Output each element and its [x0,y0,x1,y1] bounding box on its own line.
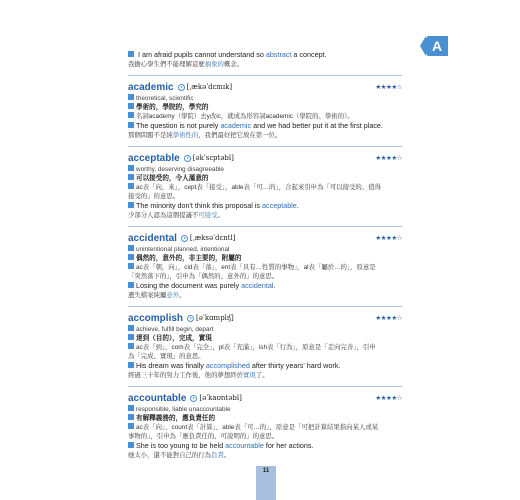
definition-badge-icon [128,334,134,340]
headword: accomplish [128,312,184,324]
dictionary-entry [128,306,402,380]
etymology-line: 為「完成、實現」的意思。 [128,353,205,360]
intro-sentence: I am afraid pupils cannot understand so abstract a concept. [128,50,402,60]
headword-row [128,311,402,325]
dictionary-entry [128,75,402,140]
headword-row [128,80,402,94]
page-number: 11 [256,466,276,500]
example-badge-icon [128,282,134,288]
intro-translation: 我擔心學生們不能理解這麼抽象的概念。 [128,61,244,68]
pronunciation: [ˌæksəˈdɛntl] [189,234,236,242]
example-translation: 她太小，還不能對自己的行為負責。 [128,452,231,459]
audio-play-icon[interactable] [190,395,197,402]
example-badge-icon [128,362,134,368]
example-translation: 那個問題不是純學術性的，我們最好把它放在第一位。 [128,132,282,139]
audio-play-icon[interactable] [187,315,194,322]
pronunciation: [əkˈsɛptəbl] [192,154,234,162]
etymology-line: 名詞academy（學院）去y改ic，就成為形容詞academic（學院的、學術的）。 [128,112,402,121]
audio-play-icon[interactable] [178,84,185,91]
etymology-badge-icon [128,263,134,269]
synonyms: worthy, deserving disagreeable [128,165,402,174]
example-translation: 遺失檔案純屬意外。 [128,292,186,299]
pronunciation: [əˈkaʊntəbl] [199,394,242,402]
rating-stars: ★★★★☆ [375,395,402,402]
example-sentence: Losing the document was purely accidental. [128,281,402,291]
example-sentence: His dream was finally accomplished after thirty years' hard work. [128,361,402,371]
synonym-badge-icon [128,165,134,171]
synonym-badge-icon [128,325,134,331]
headword: accountable [128,392,187,404]
synonyms: responsible, liable unaccountable [128,405,402,414]
rating-stars: ★★★★☆ [375,315,402,322]
synonym-badge-icon [128,245,134,251]
rating-stars: ★★★★☆ [375,155,402,162]
definition: 達到（目的），完成，實現 [128,334,402,343]
pronunciation: [əˈkɑmplɪʃ] [196,314,234,322]
example-badge-icon [128,442,134,448]
rating-stars: ★★★★☆ [375,235,402,242]
etymology-line: 「突然落下的」，引申為「偶然的、意外的」的意思。 [128,273,279,280]
pronunciation: [ˌækəˈdɛmɪk] [186,83,233,91]
example-badge-icon [128,202,134,208]
example-sentence: The minority don't think this proposal is acceptable. [128,201,402,211]
dictionary-entry [128,146,402,220]
headword: acceptable [128,152,180,164]
definition-badge-icon [128,254,134,260]
example-sentence: She is too young to be held accountable for her actions. [128,441,402,451]
definition: 有解釋義務的，應負責任的 [128,414,402,423]
synonyms: achieve, fulfill begin, depart [128,325,402,334]
headword-row [128,231,402,245]
etymology-line: ac表「到」，com表「完全」，pl表「充滿」，ish表「行為」，原意是「走向完善」，引申 [128,343,402,352]
example-badge-icon [128,51,134,57]
etymology-line: 事物的」，引申為「應負責任的、可說明的」的意思。 [128,433,279,440]
synonyms: theoretical, scientific [128,94,402,103]
etymology-line: ac表「向」，count表「計算」，able表「可…的」，原意是「可把計算結果指向某人或某 [128,423,402,432]
etymology-badge-icon [128,343,134,349]
example-sentence: The question is not purely academic and we had better put it at the first place. [128,121,402,131]
headword-row [128,151,402,165]
headword: accidental [128,232,177,244]
section-letter-tab: A [426,36,448,56]
example-badge-icon [128,122,134,128]
etymology-line: ac表「朝，向」，cid表「落」，ent表「具有…性質的事物」，al表「屬於…的」，原意是 [128,263,402,272]
definition: 偶然的，意外的，非主要的，附屬的 [128,254,402,263]
dictionary-entry [128,386,402,460]
audio-play-icon[interactable] [181,235,188,242]
definition-badge-icon [128,103,134,109]
etymology-badge-icon [128,423,134,429]
audio-play-icon[interactable] [184,155,191,162]
synonyms: unintentional planned, intentional [128,245,402,254]
dictionary-page [128,50,402,460]
etymology-badge-icon [128,183,134,189]
etymology-badge-icon [128,112,134,118]
synonym-badge-icon [128,94,134,100]
intro-example [128,50,402,69]
headword-row [128,391,402,405]
etymology-line: ac表「向，來」，cept表「接受」，able表「可…的」，合起來引申為「可以接受的、值得 [128,183,402,192]
definition-badge-icon [128,174,134,180]
definition-badge-icon [128,414,134,420]
example-translation: 經過三十年的努力工作後，他的夢想終於實現了。 [128,372,269,379]
definition: 可以接受的，令人滿意的 [128,174,402,183]
dictionary-entry [128,226,402,300]
rating-stars: ★★★★☆ [375,84,402,91]
definition: 學術的，學院的，學究的 [128,103,402,112]
synonym-badge-icon [128,405,134,411]
headword: academic [128,81,174,93]
entry-list [128,75,402,460]
example-translation: 少部分人認為這個提議不可接受。 [128,212,224,219]
etymology-line: 接受的」的意思。 [128,193,180,200]
